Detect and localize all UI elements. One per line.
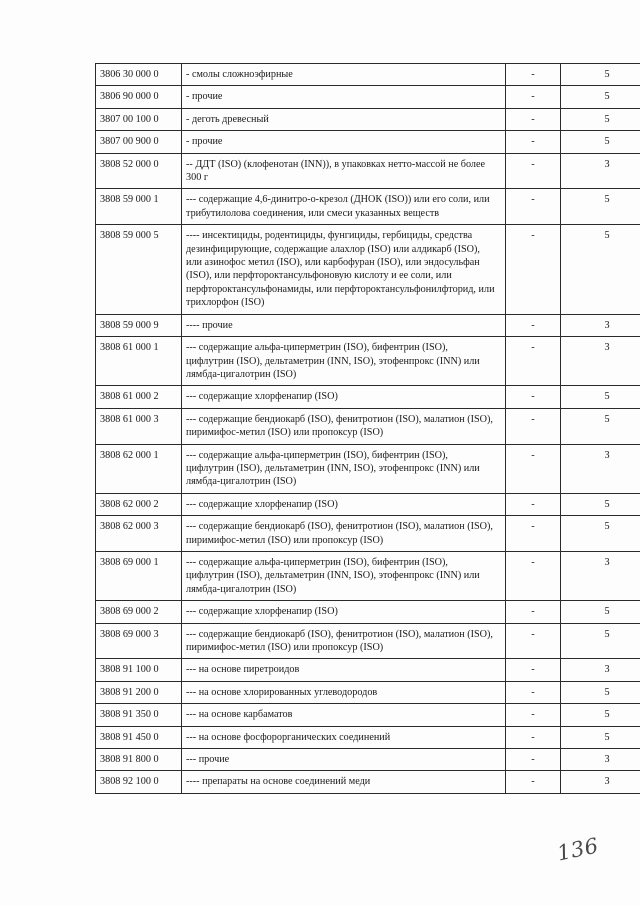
mark-cell: - — [506, 189, 561, 225]
table-row — [96, 601, 640, 623]
duty-rate-cell: 5 — [561, 189, 640, 225]
duty-rate-cell: 3 — [561, 749, 640, 771]
tnved-code-cell: 3808 61 000 2 — [96, 386, 182, 408]
description-cell: - смолы сложноэфирные — [182, 64, 506, 86]
table-row — [96, 337, 640, 386]
tnved-code-cell: 3808 62 000 1 — [96, 444, 182, 493]
handwritten-page-number: 136 — [555, 833, 601, 866]
mark-cell: - — [506, 153, 561, 189]
duty-rate-cell: 5 — [561, 623, 640, 659]
table-row — [96, 749, 640, 771]
mark-cell: - — [506, 601, 561, 623]
tnved-code-cell: 3808 52 000 0 — [96, 153, 182, 189]
mark-cell: - — [506, 225, 561, 314]
tnved-code-cell: 3807 00 100 0 — [96, 108, 182, 130]
tnved-code-cell: 3808 61 000 1 — [96, 337, 182, 386]
tnved-code-cell: 3808 69 000 3 — [96, 623, 182, 659]
description-cell: --- на основе хлорированных углеводородов — [182, 681, 506, 703]
mark-cell: - — [506, 551, 561, 600]
tariff-table — [95, 63, 640, 794]
duty-rate-cell: 5 — [561, 64, 640, 86]
tnved-code-cell: 3808 61 000 3 — [96, 408, 182, 444]
table-row — [96, 516, 640, 552]
tnved-code-cell: 3806 30 000 0 — [96, 64, 182, 86]
tnved-code-cell: 3808 69 000 1 — [96, 551, 182, 600]
duty-rate-cell: 3 — [561, 153, 640, 189]
table-row — [96, 131, 640, 153]
table-row — [96, 493, 640, 515]
tnved-code-cell: 3808 62 000 3 — [96, 516, 182, 552]
mark-cell: - — [506, 386, 561, 408]
description-cell: --- содержащие 4,6-динитро-о-крезол (ДНОК (ISO)) или его соли, или трибутилолова соединения, или смеси указанных веществ — [182, 189, 506, 225]
description-cell: --- на основе фосфорорганических соединений — [182, 726, 506, 748]
table-row — [96, 704, 640, 726]
tnved-code-cell: 3808 69 000 2 — [96, 601, 182, 623]
mark-cell: - — [506, 444, 561, 493]
mark-cell: - — [506, 659, 561, 681]
tnved-code-cell: 3808 91 200 0 — [96, 681, 182, 703]
description-cell: ---- прочие — [182, 314, 506, 336]
duty-rate-cell: 5 — [561, 601, 640, 623]
table-row — [96, 681, 640, 703]
table-row — [96, 623, 640, 659]
duty-rate-cell: 3 — [561, 314, 640, 336]
table-row — [96, 86, 640, 108]
mark-cell: - — [506, 749, 561, 771]
description-cell: --- содержащие альфа-циперметрин (ISO), бифентрин (ISO), цифлутрин (ISO), дельтаметрин (INN, ISO), этофенпрокс (INN) или лямбда-цигалотрин (ISO) — [182, 444, 506, 493]
tnved-code-cell: 3808 59 000 1 — [96, 189, 182, 225]
table-row — [96, 771, 640, 793]
duty-rate-cell: 3 — [561, 551, 640, 600]
description-cell: --- содержащие бендиокарб (ISO), фенитротион (ISO), малатион (ISO), пиримифос-метил (ISO) или пропоксур (ISO) — [182, 516, 506, 552]
duty-rate-cell: 5 — [561, 86, 640, 108]
description-cell: - деготь древесный — [182, 108, 506, 130]
description-cell: --- содержащие альфа-циперметрин (ISO), бифентрин (ISO), цифлутрин (ISO), дельтаметрин (INN, ISO), этофенпрокс (INN) или лямбда-цигалотрин (ISO) — [182, 337, 506, 386]
description-cell: --- на основе карбаматов — [182, 704, 506, 726]
description-cell: - прочие — [182, 131, 506, 153]
mark-cell: - — [506, 726, 561, 748]
description-cell: --- содержащие хлорфенапир (ISO) — [182, 601, 506, 623]
duty-rate-cell: 3 — [561, 444, 640, 493]
duty-rate-cell: 5 — [561, 704, 640, 726]
duty-rate-cell: 3 — [561, 659, 640, 681]
tnved-code-cell: 3807 00 900 0 — [96, 131, 182, 153]
table-row — [96, 551, 640, 600]
table-row — [96, 408, 640, 444]
mark-cell: - — [506, 64, 561, 86]
table-row — [96, 444, 640, 493]
table-row — [96, 153, 640, 189]
tnved-code-cell: 3808 62 000 2 — [96, 493, 182, 515]
tariff-table-body — [96, 64, 640, 794]
tnved-code-cell: 3808 59 000 9 — [96, 314, 182, 336]
mark-cell: - — [506, 704, 561, 726]
duty-rate-cell: 5 — [561, 726, 640, 748]
table-row — [96, 386, 640, 408]
table-row — [96, 189, 640, 225]
tnved-code-cell: 3808 59 000 5 — [96, 225, 182, 314]
table-row — [96, 225, 640, 314]
table-row — [96, 659, 640, 681]
duty-rate-cell: 3 — [561, 771, 640, 793]
tnved-code-cell: 3808 91 100 0 — [96, 659, 182, 681]
tnved-code-cell: 3808 92 100 0 — [96, 771, 182, 793]
description-cell: ---- инсектициды, родентициды, фунгициды, гербициды, средства дезинфицирующие, содержащие алахлор (ISO) или алдикарб (ISO), или азинофос метил (ISO), или карбофуран (ISO), или эндосульфан (ISO), или перфтороктансульфоновую кислоту и ее соли, или перфтороктансульфонамиды, или перфтороктансульфонилфторид, или трихлорфон (ISO) — [182, 225, 506, 314]
description-cell: --- содержащие хлорфенапир (ISO) — [182, 386, 506, 408]
duty-rate-cell: 5 — [561, 516, 640, 552]
mark-cell: - — [506, 337, 561, 386]
duty-rate-cell: 5 — [561, 131, 640, 153]
tnved-code-cell: 3808 91 350 0 — [96, 704, 182, 726]
duty-rate-cell: 5 — [561, 408, 640, 444]
tnved-code-cell: 3808 91 800 0 — [96, 749, 182, 771]
duty-rate-cell: 5 — [561, 225, 640, 314]
mark-cell: - — [506, 681, 561, 703]
mark-cell: - — [506, 623, 561, 659]
mark-cell: - — [506, 108, 561, 130]
table-row — [96, 108, 640, 130]
description-cell: -- ДДТ (ISO) (клофенотан (INN)), в упаковках нетто-массой не более 300 г — [182, 153, 506, 189]
duty-rate-cell: 5 — [561, 108, 640, 130]
tnved-code-cell: 3808 91 450 0 — [96, 726, 182, 748]
description-cell: --- содержащие хлорфенапир (ISO) — [182, 493, 506, 515]
mark-cell: - — [506, 131, 561, 153]
duty-rate-cell: 3 — [561, 337, 640, 386]
tnved-code-cell: 3806 90 000 0 — [96, 86, 182, 108]
mark-cell: - — [506, 516, 561, 552]
table-row — [96, 314, 640, 336]
mark-cell: - — [506, 314, 561, 336]
description-cell: --- содержащие бендиокарб (ISO), фенитротион (ISO), малатион (ISO), пиримифос-метил (ISO) или пропоксур (ISO) — [182, 623, 506, 659]
mark-cell: - — [506, 408, 561, 444]
description-cell: - прочие — [182, 86, 506, 108]
description-cell: --- на основе пиретроидов — [182, 659, 506, 681]
description-cell: --- содержащие альфа-циперметрин (ISO), бифентрин (ISO), цифлутрин (ISO), дельтаметрин (INN, ISO), этофенпрокс (INN) или лямбда-цигалотрин (ISO) — [182, 551, 506, 600]
mark-cell: - — [506, 86, 561, 108]
duty-rate-cell: 5 — [561, 681, 640, 703]
mark-cell: - — [506, 493, 561, 515]
table-row — [96, 64, 640, 86]
mark-cell: - — [506, 771, 561, 793]
description-cell: --- прочие — [182, 749, 506, 771]
duty-rate-cell: 5 — [561, 493, 640, 515]
duty-rate-cell: 5 — [561, 386, 640, 408]
description-cell: ---- препараты на основе соединений меди — [182, 771, 506, 793]
table-row — [96, 726, 640, 748]
description-cell: --- содержащие бендиокарб (ISO), фенитротион (ISO), малатион (ISO), пиримифос-метил (ISO) или пропоксур (ISO) — [182, 408, 506, 444]
